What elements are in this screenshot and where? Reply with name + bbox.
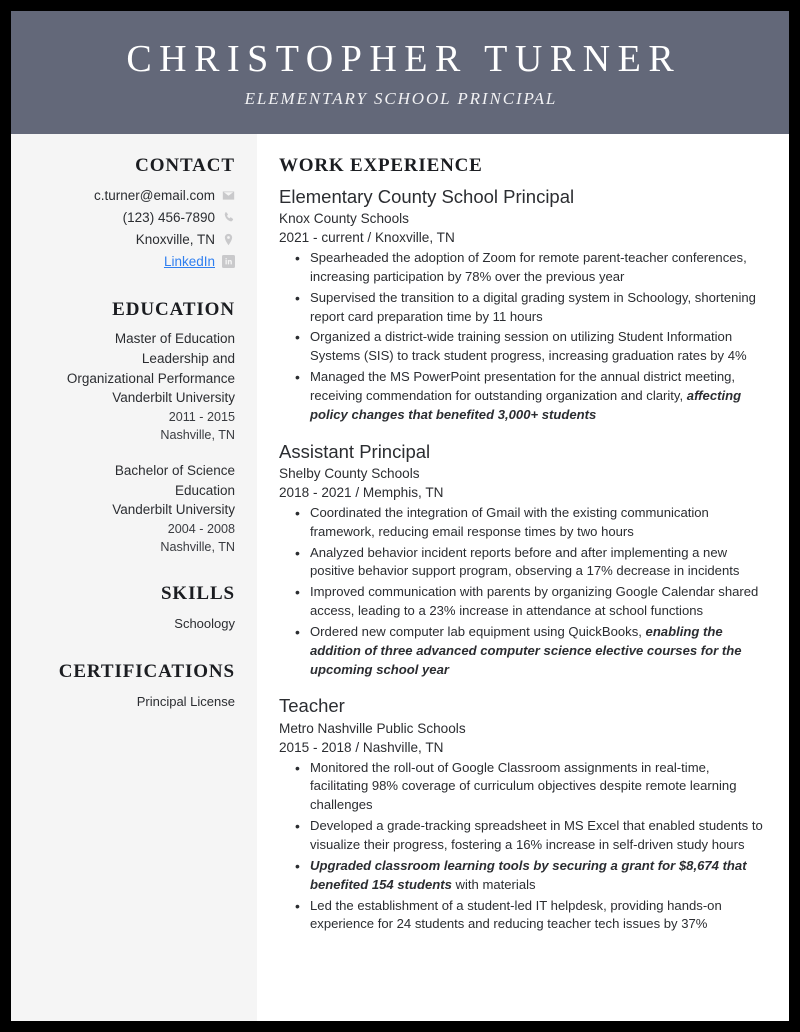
education-field: Education <box>174 482 235 498</box>
certifications-heading: CERTIFICATIONS <box>58 660 235 682</box>
skill-item: Schoology <box>174 616 235 632</box>
job-list <box>279 185 763 934</box>
bullet-emphasis: affecting policy changes that benefited 3,000+ students <box>310 387 742 422</box>
resume-page <box>11 11 789 1021</box>
phone-icon <box>222 211 235 224</box>
education-location: Nashville, TN <box>160 427 235 442</box>
education-entry <box>23 461 235 556</box>
work-experience-heading: WORK EXPERIENCE <box>279 155 483 176</box>
resume-header <box>11 11 789 134</box>
job-company: Metro Nashville Public Schools <box>279 720 466 736</box>
education-school: Vanderbilt University <box>112 502 235 518</box>
job-title: Elementary County School Principal <box>279 185 575 207</box>
certification-item: Principal License <box>136 693 235 709</box>
job-company: Knox County Schools <box>279 211 409 227</box>
job-dates-location: 2018 - 2021 / Memphis, TN <box>279 484 444 500</box>
skills-heading: SKILLS <box>160 583 235 605</box>
education-entry <box>23 329 235 444</box>
job-entry <box>279 185 763 425</box>
contact-heading: CONTACT <box>135 155 235 176</box>
location-pin-icon <box>222 233 235 246</box>
job-bullet: • Organized a district-wide training session on utilizing Student Information Systems (SIS) to track student progress, increasing graduation rates by 4% <box>310 328 763 366</box>
skills-list <box>23 614 235 634</box>
education-field: Leadership and <box>141 350 235 366</box>
job-bullet-list <box>279 759 763 935</box>
contact-value: (123) 456-7890 <box>122 210 215 226</box>
contact-item[interactable] <box>23 252 235 271</box>
job-bullet: • Spearheaded the adoption of Zoom for remote parent-teacher conferences, increasing participation by 78% over the previous year <box>310 249 763 287</box>
job-bullet: • Developed a grade-tracking spreadsheet in MS Excel that enabled students to visualize their progress, fostering a 16% increase in self-driven study hours <box>310 817 763 855</box>
job-company: Shelby County Schools <box>279 465 420 481</box>
job-bullet: • Monitored the roll-out of Google Classroom assignments in real-time, facilitating 98% coverage of curriculum objectives despite remote learning challenges <box>310 759 763 816</box>
contact-item <box>23 208 235 227</box>
job-title: Assistant Principal <box>279 440 431 462</box>
education-years: 2004 - 2008 <box>167 521 235 536</box>
candidate-name: CHRISTOPHER TURNER <box>126 37 682 80</box>
job-entry <box>279 694 763 934</box>
job-bullet: • Analyzed behavior incident reports before and after implementing a new positive behavior support program, observing a 17% decrease in incidents <box>310 544 763 582</box>
education-degree: Master of Education <box>114 331 235 347</box>
job-bullet: • Led the establishment of a student-led IT helpdesk, providing hands-on experience for 24 students and reducing teacher tech issues by 37% <box>310 897 763 935</box>
education-degree: Bachelor of Science <box>114 463 235 479</box>
job-bullet-list <box>279 504 763 680</box>
education-location: Nashville, TN <box>160 540 235 555</box>
job-bullet-list <box>279 249 763 425</box>
job-bullet: • Supervised the transition to a digital grading system in Schoology, shortening report card preparation time by 11 hours <box>310 289 763 327</box>
sidebar <box>11 134 257 1021</box>
certifications-list <box>23 692 235 712</box>
candidate-job-title: ELEMENTARY SCHOOL PRINCIPAL <box>244 89 558 109</box>
job-bullet: • Coordinated the integration of Gmail with the existing communication framework, reducing email response times by two hours <box>310 504 763 542</box>
job-title: Teacher <box>279 695 345 717</box>
linkedin-link[interactable]: LinkedIn <box>163 254 215 270</box>
main-content <box>257 134 789 1021</box>
education-field: Organizational Performance <box>66 370 235 386</box>
job-bullet: • Ordered new computer lab equipment using QuickBooks, enabling the addition of three advanced computer science elective courses for the upcoming school year <box>310 623 763 680</box>
bullet-emphasis: enabling the addition of three advanced computer science elective courses for the upcoming school year <box>310 623 742 677</box>
education-years: 2011 - 2015 <box>168 409 235 424</box>
contact-list <box>23 186 235 272</box>
job-dates-location: 2021 - current / Knoxville, TN <box>279 230 455 246</box>
linkedin-icon <box>222 255 235 268</box>
resume-body <box>11 134 789 1021</box>
envelope-icon <box>222 189 235 202</box>
contact-value: c.turner@email.com <box>94 187 215 203</box>
job-entry <box>279 440 763 680</box>
education-list <box>23 329 235 556</box>
job-bullet: • Upgraded classroom learning tools by securing a grant for $8,674 that benefited 154 students with materials <box>310 857 763 895</box>
contact-item <box>23 230 235 249</box>
job-bullet: • Improved communication with parents by organizing Google Calendar shared access, leading to a 23% increase in attendance at school functions <box>310 583 763 621</box>
education-heading: EDUCATION <box>112 298 235 320</box>
education-school: Vanderbilt University <box>112 390 235 406</box>
job-dates-location: 2015 - 2018 / Nashville, TN <box>279 739 444 755</box>
job-bullet: • Managed the MS PowerPoint presentation for the annual district meeting, receiving commendation for outstanding organization and clarity, affecting policy changes that benefited 3,000+ students <box>310 368 763 425</box>
contact-item <box>23 186 235 205</box>
bullet-emphasis: Upgraded classroom learning tools by securing a grant for $8,674 that benefited 154 students <box>310 857 747 892</box>
contact-value: Knoxville, TN <box>135 232 215 248</box>
